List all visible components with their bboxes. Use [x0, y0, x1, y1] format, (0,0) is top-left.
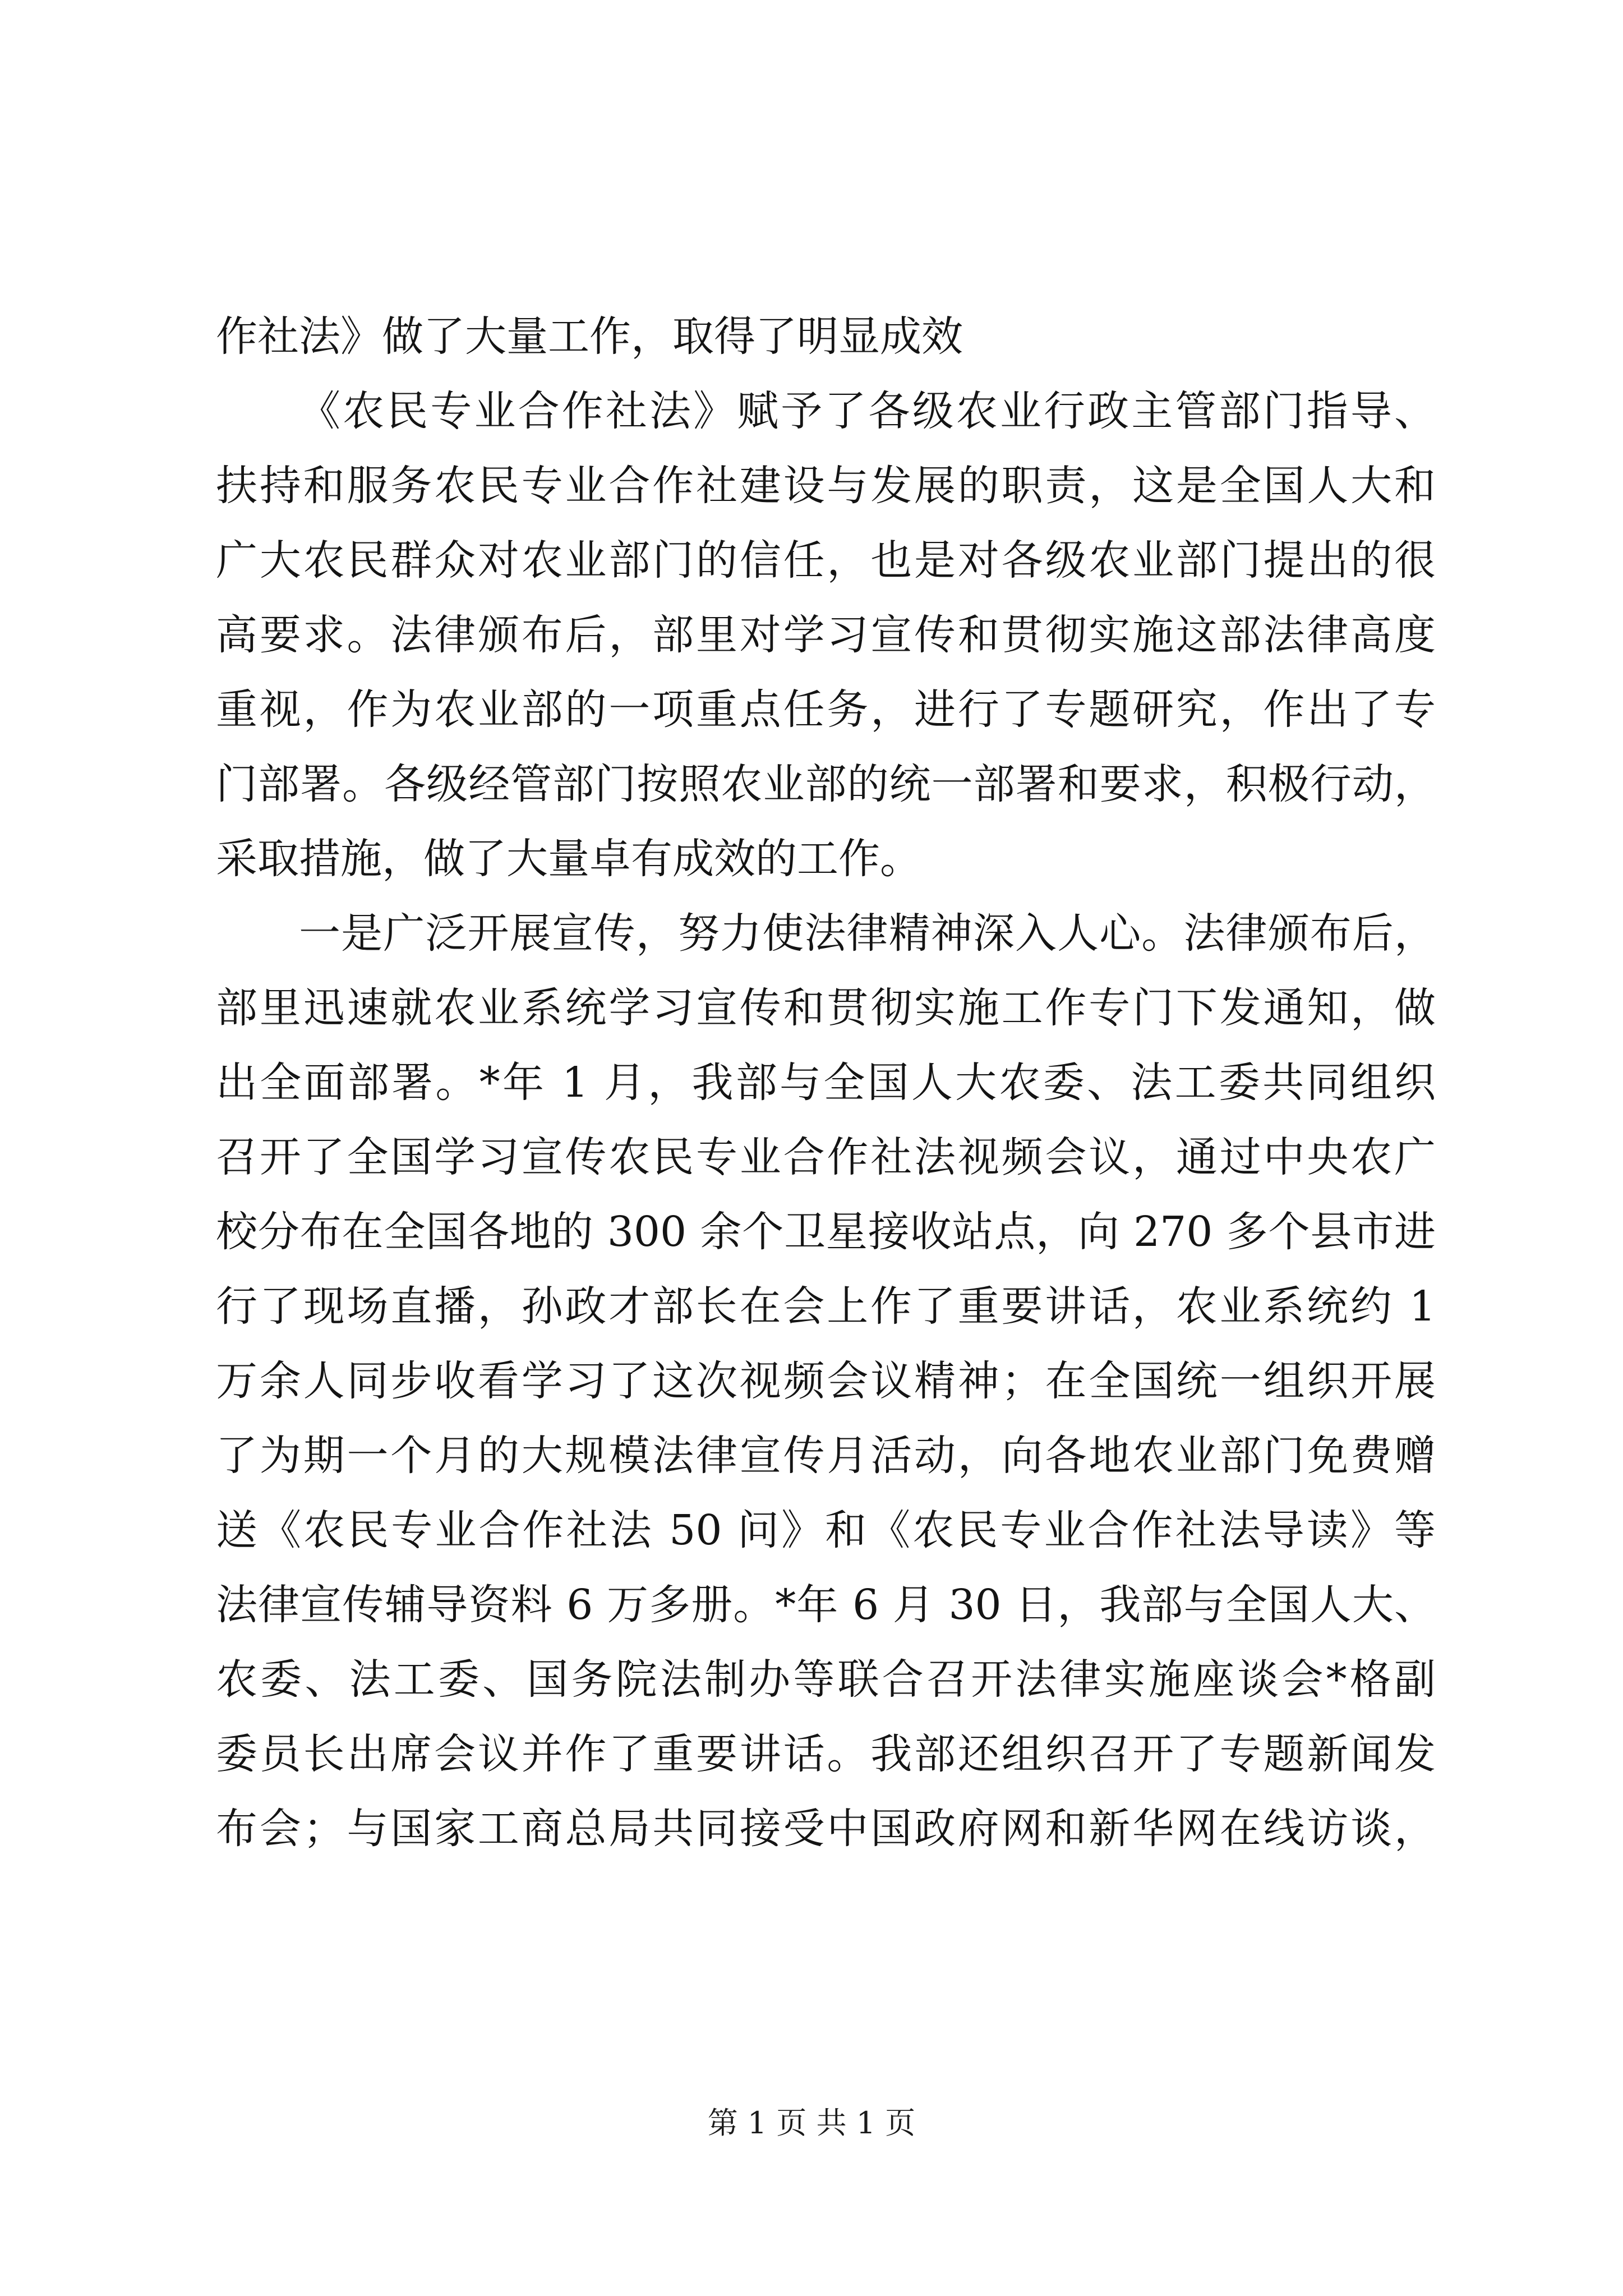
paragraph-line: 出全面部署。*年 1 月，我部与全国人大农委、法工委共同组织 [216, 1059, 1436, 1107]
paragraph-line: 委员长出席会议并作了重要讲话。我部还组织召开了专题新闻发 [216, 1730, 1436, 1778]
paragraph-line: 广大农民群众对农业部门的信任，也是对各级农业部门提出的很 [216, 536, 1436, 585]
paragraph-line: 万余人同步收看学习了这次视频会议精神；在全国统一组织开展 [216, 1357, 1436, 1405]
paragraph-line: 《农民专业合作社法》赋予了各级农业行政主管部门指导、 [299, 387, 1436, 435]
paragraph-line: 了为期一个月的大规模法律宣传月活动，向各地农业部门免费赠 [216, 1432, 1436, 1480]
paragraph-line: 重视，作为农业部的一项重点任务，进行了专题研究，作出了专 [216, 685, 1436, 734]
paragraph-line: 一是广泛开展宣传，努力使法律精神深入人心。法律颁布后， [299, 909, 1436, 958]
paragraph-line: 门部署。各级经管部门按照农业部的统一部署和要求，积极行动， [216, 760, 1436, 808]
paragraph-line: 农委、法工委、国务院法制办等联合召开法律实施座谈会*格副 [216, 1655, 1436, 1704]
paragraph-line: 采取措施，做了大量卓有成效的工作。 [216, 835, 921, 883]
paragraph-line: 召开了全国学习宣传农民专业合作社法视频会议，通过中央农广 [216, 1133, 1436, 1181]
page-footer: 第 1 页 共 1 页 [707, 2105, 916, 2141]
paragraph-line: 布会；与国家工商总局共同接受中国政府网和新华网在线访谈， [216, 1805, 1436, 1853]
paragraph-line: 行了现场直播，孙政才部长在会上作了重要讲话，农业系统约 1 [216, 1282, 1436, 1331]
paragraph-line: 部里迅速就农业系统学习宣传和贯彻实施工作专门下发通知，做 [216, 984, 1436, 1032]
paragraph-line: 作社法》做了大量工作，取得了明显成效 [216, 312, 963, 361]
paragraph-line: 校分布在全国各地的 300 余个卫星接收站点，向 270 多个县市进 [216, 1208, 1436, 1256]
paragraph-line: 扶持和服务农民专业合作社建设与发展的职责，这是全国人大和 [216, 462, 1436, 510]
document-body [216, 300, 1436, 1866]
paragraph-line: 高要求。法律颁布后，部里对学习宣传和贯彻实施这部法律高度 [216, 611, 1436, 659]
paragraph-line: 送《农民专业合作社法 50 问》和《农民专业合作社法导读》等 [216, 1506, 1436, 1554]
paragraph-line: 法律宣传辅导资料 6 万多册。*年 6 月 30 日，我部与全国人大、 [216, 1581, 1436, 1629]
